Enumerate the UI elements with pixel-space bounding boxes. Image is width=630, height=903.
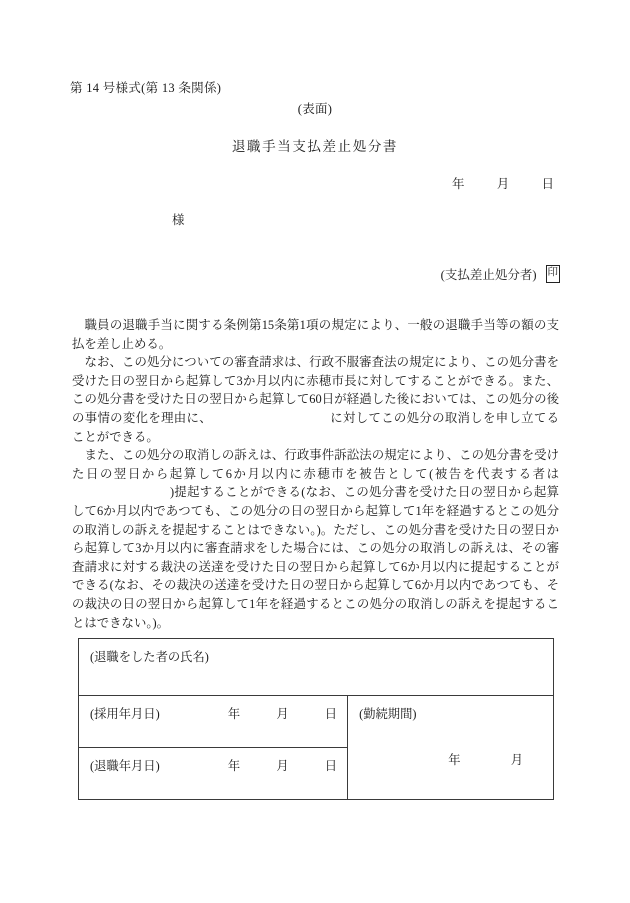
issue-date-line bbox=[452, 174, 554, 192]
issuer-label: (支払差止処分者) bbox=[440, 268, 537, 282]
retire-date-month-unit: 月 bbox=[276, 759, 289, 773]
issuer-line bbox=[441, 265, 560, 283]
body-paragraph-3 bbox=[72, 446, 559, 632]
date-year-label: 年 bbox=[451, 177, 465, 191]
hire-date-label: (採用年月日) bbox=[90, 707, 160, 721]
addressee-honorific: 様 bbox=[172, 213, 185, 227]
table-row-name bbox=[79, 639, 554, 696]
body-paragraph-3-part-2: )提起することができる(なお、この処分書を受けた日の翌日から起算して6か月以内であつても、この処分の日の翌日から起算して1年を経過するとこの処分の取消しの訴えを提起することはできない。)。ただし、この処分書を受けた日の翌日から起算して3か月以内に審査請求をした場合には、この処分の取消しの訴えは、その審査請求に対する裁決の送達を受けた日の翌日から起算して6か月以内に提起することができる(なお、その裁決の送達を受けた日の翌日から起算して6か月以内であつても、その裁決の日の翌日から起算して1年を経過するとこの処分の取消しの訴えを提起することはできない。)。 bbox=[72, 485, 559, 630]
retire-date-year-unit: 年 bbox=[227, 759, 241, 773]
body-paragraph-3-part-1: また、この処分の取消しの訴えは、行政事件訴訟法の規定により、この処分書を受けた日の翌日から起算して6か月以内に赤穂市を被告として(被告を代表する者は bbox=[72, 448, 559, 481]
service-period-units bbox=[359, 750, 543, 768]
hire-date-month-unit: 月 bbox=[276, 707, 289, 721]
body-paragraph-1: 職員の退職手当に関する条例第15条第1項の規定により、一般の退職手当等の額の支払を差し止める。 bbox=[72, 318, 559, 351]
hire-date-year-unit: 年 bbox=[227, 707, 241, 721]
seal-stamp-icon: 印 bbox=[546, 265, 561, 283]
service-period-month-unit: 月 bbox=[510, 753, 523, 767]
hire-date-day-unit: 日 bbox=[324, 707, 338, 721]
hire-date-cell[interactable] bbox=[79, 696, 348, 748]
body-paragraph-2 bbox=[72, 353, 559, 446]
service-period-year-unit: 年 bbox=[448, 753, 461, 767]
retire-date-day-unit: 日 bbox=[324, 759, 338, 773]
form-number: 第 14 号様式(第 13 条関係) bbox=[70, 81, 222, 95]
retiree-name-cell[interactable] bbox=[79, 639, 554, 696]
retiree-name-label: (退職をした者の氏名) bbox=[90, 650, 209, 664]
service-period-label: (勤続期間) bbox=[359, 707, 417, 721]
date-day-label: 日 bbox=[541, 177, 554, 191]
page-title: 退職手当支払差止処分書 bbox=[231, 139, 399, 154]
body-text bbox=[72, 316, 559, 632]
service-period-cell[interactable] bbox=[348, 696, 554, 800]
retiree-details-table bbox=[78, 638, 554, 800]
body-paragraph-2-part-2: に対してこの処分の取消しを申し立てることができる。 bbox=[72, 410, 560, 444]
table-row-hire-date bbox=[79, 696, 554, 748]
page-side-label: (表面) bbox=[297, 102, 333, 116]
retire-date-label: (退職年月日) bbox=[90, 759, 160, 773]
retire-date-cell[interactable] bbox=[79, 748, 348, 800]
date-month-label: 月 bbox=[496, 177, 510, 191]
body-paragraph-2-part-1: なお、この処分についての審査請求は、行政不服審査法の規定により、この処分書を受けた日の翌日から起算して3か月以内に赤穂市長に対してすることができる。また、この処分書を受けた日の翌日から起算して60日が経過した後においては、この処分の後の事情の変化を理由に、 bbox=[72, 355, 559, 425]
